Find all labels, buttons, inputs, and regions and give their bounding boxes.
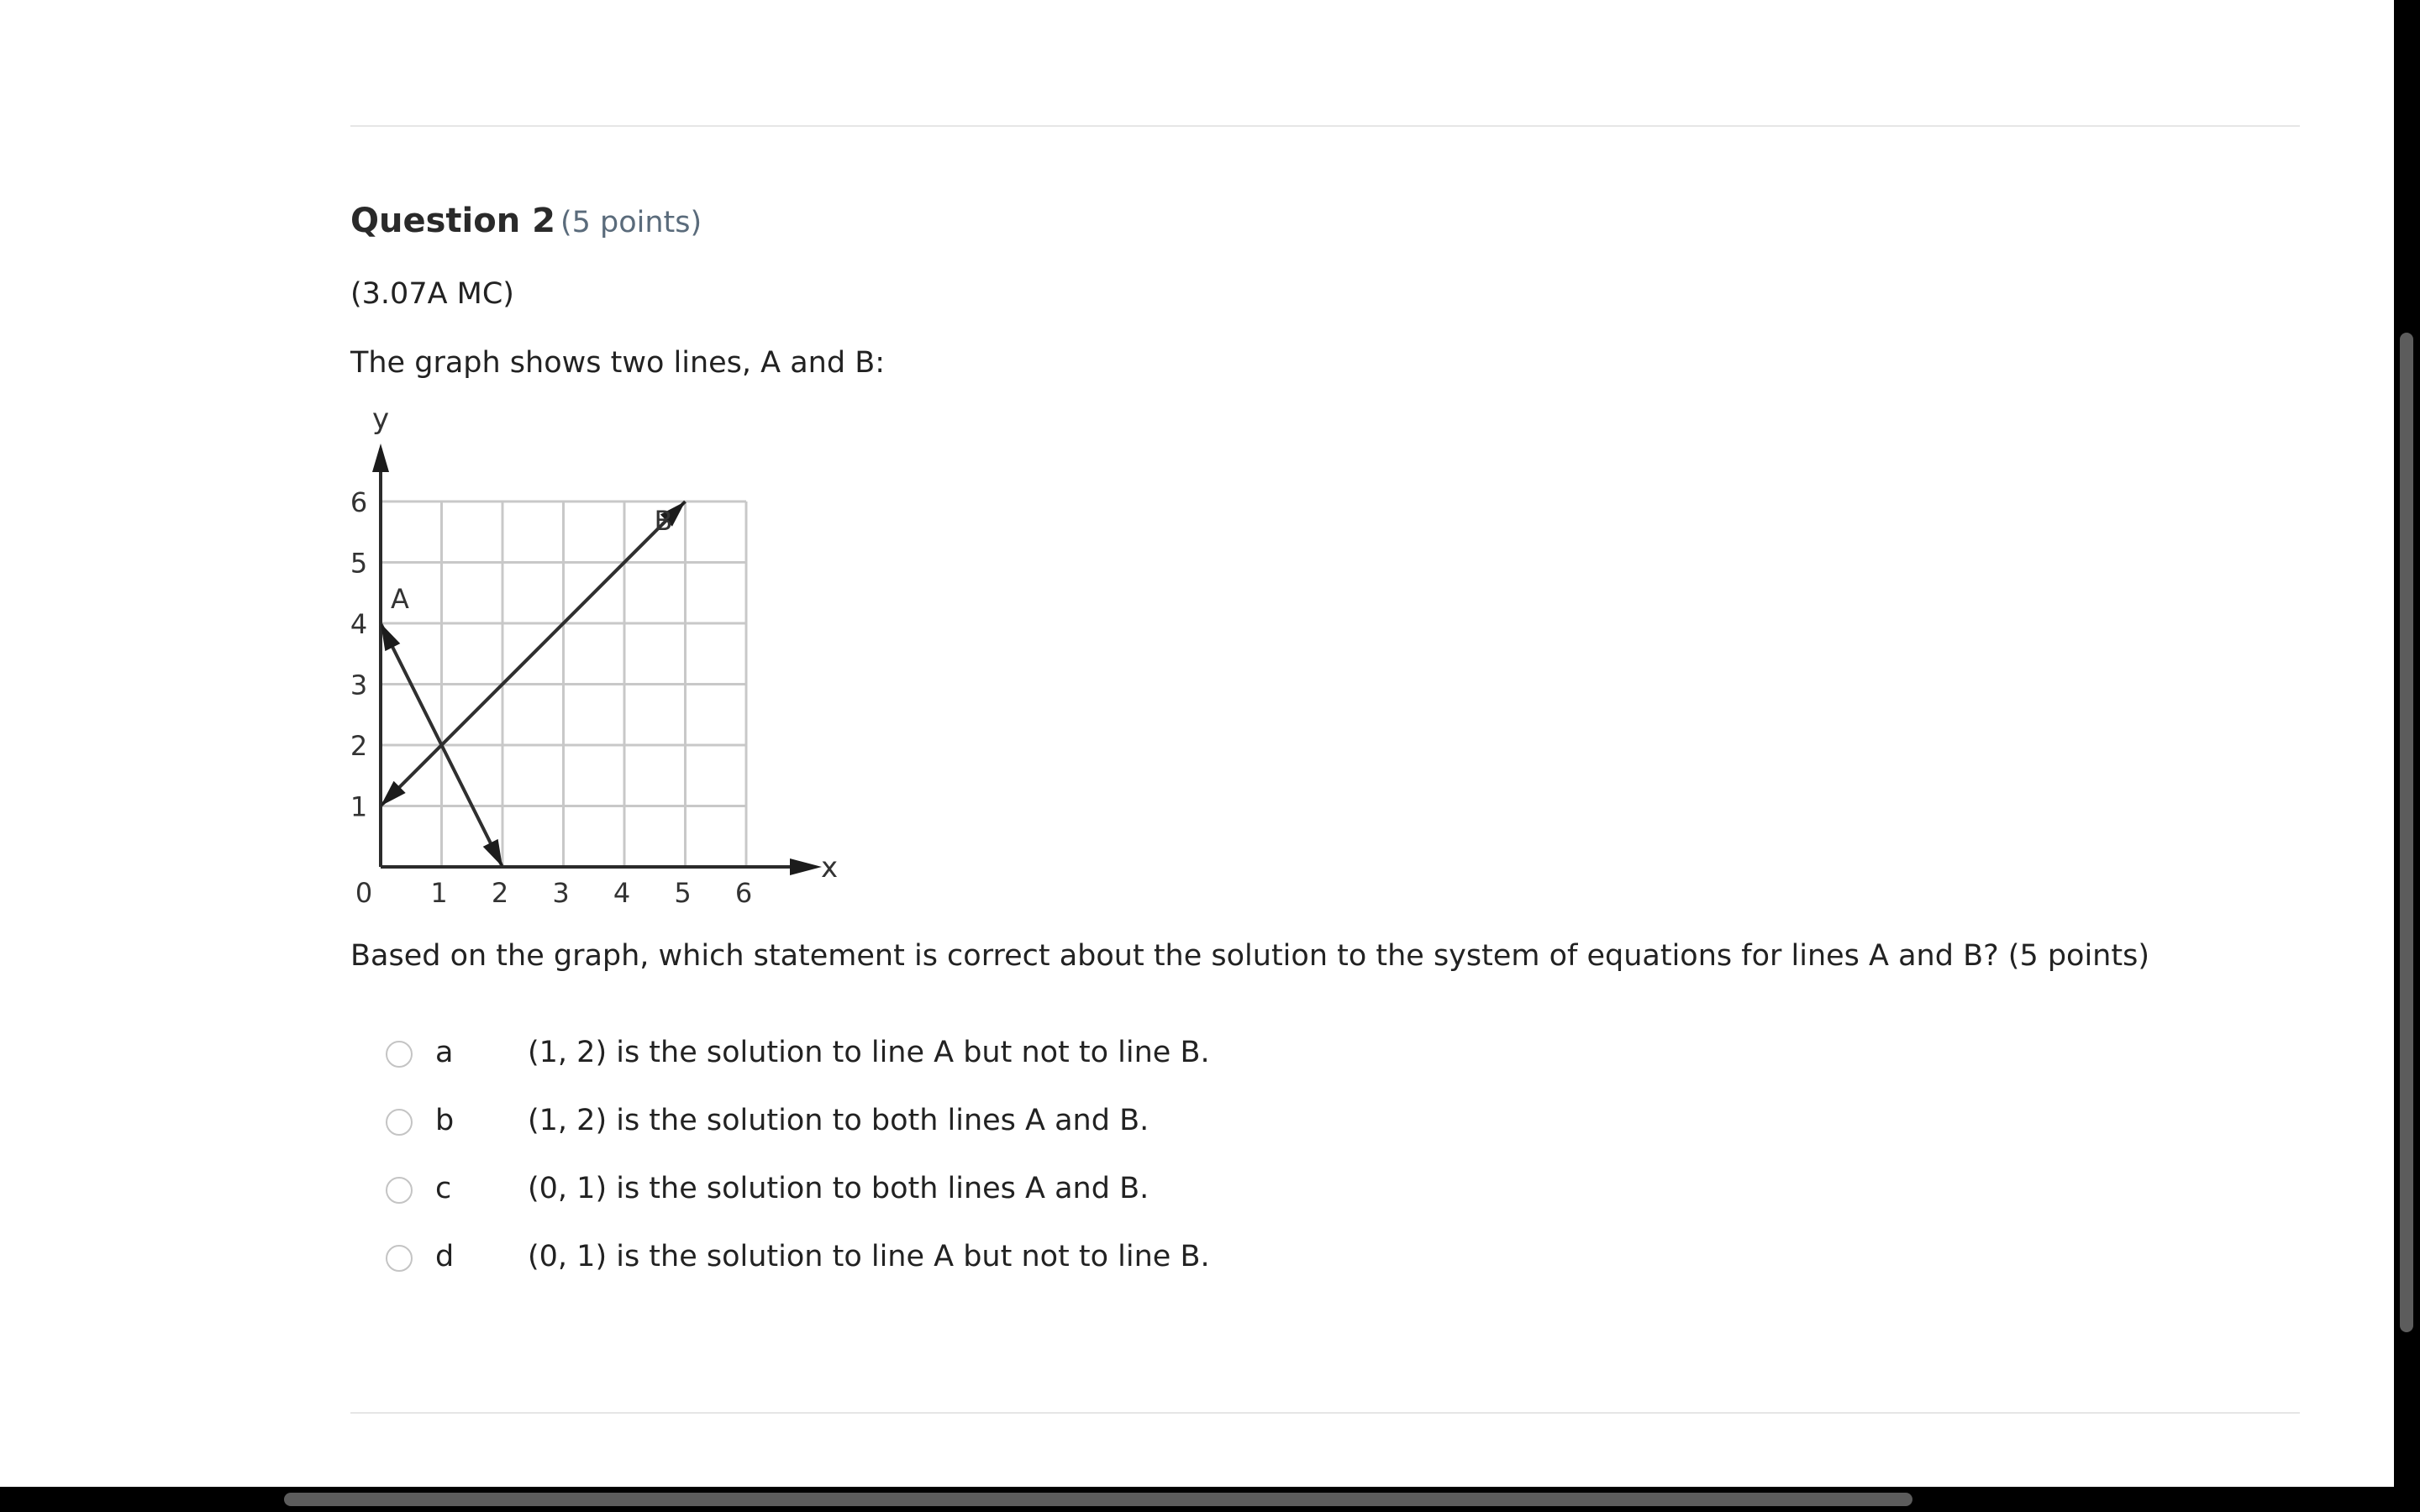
- line-a-arrow-start: [381, 623, 400, 651]
- choice-a[interactable]: [350, 1029, 1695, 1097]
- choice-text[interactable]: (1, 2) is the solution to both lines A and B.: [528, 1104, 1150, 1137]
- y-tick-label: 6: [350, 486, 368, 518]
- line-b: [381, 501, 686, 806]
- choice-text[interactable]: (0, 1) is the solution to line A but not to line B.: [528, 1240, 1210, 1273]
- radio-button[interactable]: [386, 1109, 413, 1136]
- line-graph: [340, 402, 844, 909]
- bottom-divider: [350, 1412, 2300, 1414]
- x-axis-arrow: [790, 858, 822, 875]
- horizontal-scrollbar[interactable]: [0, 1487, 2420, 1512]
- x-tick-label: 4: [613, 877, 631, 909]
- x-tick-label: 0: [355, 877, 373, 909]
- question-code: (3.07A MC): [350, 277, 514, 311]
- choice-letter: d: [435, 1240, 455, 1273]
- x-tick-label: 2: [491, 877, 509, 909]
- radio-button[interactable]: [386, 1245, 413, 1272]
- question-number: Question 2: [350, 202, 555, 240]
- x-tick-label: 1: [430, 877, 448, 909]
- y-tick-label: 2: [350, 730, 368, 762]
- line-a-arrow-end: [483, 839, 502, 867]
- y-tick-label: 1: [350, 790, 368, 823]
- choice-c[interactable]: [350, 1165, 1695, 1233]
- choice-letter: b: [435, 1104, 455, 1137]
- y-tick-label: 5: [350, 547, 368, 580]
- series-label-b: B: [654, 505, 673, 537]
- top-divider: [350, 125, 2300, 127]
- question-intro: The graph shows two lines, A and B:: [350, 346, 885, 380]
- x-tick-label: 3: [552, 877, 570, 909]
- choice-text[interactable]: (1, 2) is the solution to line A but not to line B.: [528, 1036, 1210, 1069]
- horizontal-scrollbar-thumb[interactable]: [284, 1493, 1912, 1506]
- vertical-scrollbar[interactable]: [2394, 0, 2420, 1487]
- series-label-a: A: [391, 583, 409, 615]
- x-tick-label: 6: [734, 877, 753, 909]
- x-tick-label: 5: [674, 877, 692, 909]
- y-axis-arrow: [372, 444, 389, 472]
- choice-d[interactable]: [350, 1233, 1695, 1301]
- radio-button[interactable]: [386, 1177, 413, 1204]
- answer-choices: [350, 1029, 1695, 1301]
- choice-letter: c: [435, 1172, 452, 1205]
- y-tick-label: 3: [350, 669, 368, 701]
- question-prompt: Based on the graph, which statement is correct about the solution to the system of equations for lines A and B? (5 points): [350, 939, 2149, 973]
- vertical-scrollbar-thumb[interactable]: [2400, 333, 2413, 1332]
- y-axis-label: y: [371, 402, 390, 436]
- choice-letter: a: [435, 1036, 454, 1069]
- question-title: [350, 202, 702, 240]
- question-points: (5 points): [560, 206, 702, 239]
- x-axis-label: x: [820, 851, 839, 885]
- radio-button[interactable]: [386, 1041, 413, 1068]
- choice-text[interactable]: (0, 1) is the solution to both lines A and B.: [528, 1172, 1150, 1205]
- y-tick-label: 4: [350, 608, 368, 640]
- choice-b[interactable]: [350, 1097, 1695, 1165]
